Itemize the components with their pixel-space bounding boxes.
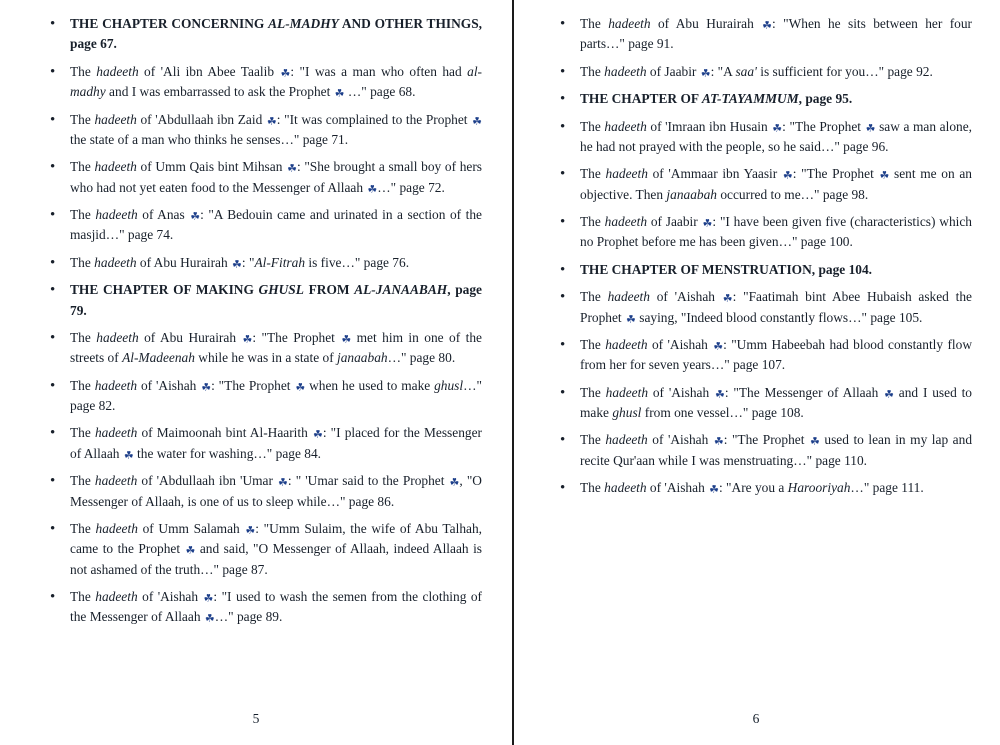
toc-text-run: : "Umm Habeebah had blood constantly flow from her for seven years…" page 107.	[580, 336, 973, 373]
salutation-glyph-icon: ☘	[722, 292, 732, 306]
salutation-glyph-icon: ☘	[762, 19, 772, 32]
toc-text-run: of Maimoonah bint Al-Haarith	[137, 425, 312, 441]
toc-entry[interactable]	[42, 423, 482, 464]
toc-text-run: saw a man alone, he had not prayed with the people, so he said…" page 96.	[580, 118, 973, 154]
toc-text-run: from one vessel…" page 108.	[641, 405, 804, 420]
toc-text-run: …" page 72.	[377, 179, 445, 195]
toc-term-italic: hadeeth	[604, 63, 647, 79]
toc-text-run: : "A Bedouin came and urinated in a section of the masjid…" page 74.	[70, 207, 482, 243]
salutation-glyph-icon: ☘	[266, 114, 276, 128]
toc-term-italic: hadeeth	[604, 214, 648, 229]
toc-chapter-title: THE CHAPTER CONCERNING	[70, 16, 269, 31]
toc-chapter-title: , page 79.	[70, 282, 482, 318]
toc-entry-text	[70, 330, 482, 365]
toc-entry-text	[70, 521, 482, 577]
salutation-glyph-icon: ☘	[232, 257, 241, 271]
toc-entry[interactable]	[552, 89, 972, 109]
toc-term-italic: Al-Madeenah	[122, 350, 195, 366]
toc-text-run: of 'Aishah	[647, 336, 713, 352]
toc-text-run: sent me on an objective. Then	[580, 166, 972, 202]
toc-text-run: The	[580, 63, 605, 79]
toc-text-run: : "The Messenger of Allaah	[724, 384, 884, 400]
toc-text-run: used to lean in my lap and recite Qur'aan while I was menstruating…" page 110.	[580, 432, 973, 468]
toc-text-run: The	[70, 329, 97, 345]
toc-term-italic: hadeeth	[607, 289, 650, 305]
salutation-glyph-icon: ☘	[884, 387, 893, 401]
salutation-glyph-icon: ☘	[879, 169, 889, 183]
toc-text-run: : "Are you a	[718, 480, 788, 496]
toc-chapter-title: THE CHAPTER OF MAKING	[70, 282, 259, 298]
toc-text-run: The	[70, 589, 96, 604]
toc-entry[interactable]	[552, 14, 972, 55]
toc-text-run: : "The Prophet	[782, 118, 865, 134]
toc-text-run: : "It was complained to the Prophet	[276, 111, 472, 127]
toc-text-run: of Jaabir	[647, 214, 702, 229]
toc-text-run: …" page 89.	[214, 609, 283, 625]
toc-text-run: occurred to me…" page 98.	[717, 186, 869, 202]
toc-text-run: …" page 80.	[387, 350, 456, 366]
toc-text-run: of Jaabir	[646, 63, 700, 79]
toc-entry[interactable]	[552, 335, 972, 376]
toc-text-run: : "I have been given five (characteristics) which no Prophet before me has been given…" page 100.	[580, 214, 972, 250]
toc-term-italic: hadeeth	[94, 159, 137, 175]
toc-text-run: The	[70, 520, 96, 536]
toc-text-run: : "The Prophet	[723, 432, 809, 448]
toc-text-run: The	[70, 473, 95, 489]
salutation-glyph-icon: ☘	[367, 182, 377, 196]
toc-text-run: …" page 82.	[70, 377, 482, 413]
toc-term-italic: hadeeth	[605, 166, 648, 182]
toc-term-italic: Al-Fitrah	[254, 254, 306, 270]
toc-text-run: of Abu Hurairah	[650, 16, 762, 31]
toc-entry-text	[70, 207, 482, 242]
toc-entry[interactable]	[552, 212, 972, 253]
toc-chapter-title: THE CHAPTER OF	[580, 91, 702, 107]
salutation-glyph-icon: ☘	[287, 162, 296, 176]
toc-term-italic: hadeeth	[95, 589, 138, 604]
toc-text-run: met him in one of the streets of	[70, 329, 482, 366]
toc-text-run: : "I was a man who often had	[290, 63, 468, 79]
toc-term-italic: hadeeth	[94, 254, 137, 270]
toc-term-italic: hadeeth	[94, 377, 138, 393]
toc-entry-text	[580, 214, 972, 249]
salutation-glyph-icon: ☘	[713, 339, 723, 353]
toc-text-run: The	[580, 432, 606, 448]
toc-text-run: of 'Aishah	[137, 377, 201, 393]
salutation-glyph-icon: ☘	[715, 387, 724, 401]
salutation-glyph-icon: ☘	[312, 428, 322, 442]
salutation-glyph-icon: ☘	[203, 592, 213, 605]
toc-text-run: : "She brought a small boy of hers who had not yet eaten food to the Messenger of Allaah	[70, 159, 482, 195]
toc-text-run: : "Faatimah bint Abee Hubaish asked the Prophet	[580, 289, 972, 325]
salutation-glyph-icon: ☘	[245, 523, 255, 537]
toc-entry-text	[70, 112, 482, 147]
toc-chapter-title: FROM	[303, 282, 355, 298]
toc-chapter-term: AL-MADHY	[268, 16, 339, 31]
toc-text-run: : " 'Umar said to the Prophet	[287, 473, 449, 489]
toc-term-italic: Harooriyah	[787, 480, 851, 496]
toc-text-run: of 'Aishah	[649, 289, 722, 305]
toc-chapter-title: , page 95.	[798, 91, 853, 107]
toc-text-run: The	[70, 111, 95, 127]
page-right	[512, 0, 1000, 745]
toc-list-left	[42, 14, 482, 628]
toc-text-run: : "Umm Sulaim, the wife of Abu Talhah, came to the Prophet	[70, 520, 483, 557]
toc-text-run: The	[580, 166, 606, 182]
toc-text-run: of 'Abdullaah ibn 'Umar	[137, 473, 278, 489]
toc-text-run: : "A	[710, 63, 736, 79]
toc-entry-text	[70, 282, 482, 317]
toc-entry[interactable]	[552, 260, 972, 280]
salutation-glyph-icon: ☘	[713, 435, 723, 449]
toc-text-run: of 'Aishah	[137, 589, 203, 604]
toc-text-run: of 'Aishah	[647, 432, 713, 448]
toc-term-italic: hadeeth	[95, 520, 138, 536]
salutation-glyph-icon: ☘	[772, 121, 782, 135]
toc-text-run: The	[70, 377, 95, 393]
toc-entry[interactable]	[42, 328, 482, 369]
toc-text-run: of Umm Qais bint Mihsan	[136, 159, 287, 175]
salutation-glyph-icon: ☘	[295, 380, 305, 394]
toc-text-run: : "When he sits between her four parts…" page 91.	[580, 16, 972, 52]
page-number-left: 5	[252, 711, 260, 726]
toc-entry[interactable]	[552, 117, 972, 158]
toc-text-run: and said, "O Messenger of Allaah, indeed Allaah is not ashamed of the truth…" page 87.	[70, 541, 482, 577]
toc-entry-text	[580, 91, 852, 106]
toc-text-run: : "I used to wash the semen from the clothing of the Messenger of Allaah	[70, 589, 483, 625]
toc-entry[interactable]	[42, 14, 482, 55]
toc-entry-text	[580, 289, 972, 324]
toc-text-run: The	[70, 425, 95, 441]
toc-entry[interactable]	[42, 587, 482, 628]
toc-text-run: …" page 111.	[850, 480, 924, 496]
toc-text-run: is sufficient for you…" page 92.	[756, 63, 933, 79]
toc-entry-text	[70, 589, 482, 624]
toc-entry-text	[70, 64, 482, 99]
toc-entry[interactable]	[552, 287, 972, 328]
toc-term-italic: hadeeth	[605, 384, 649, 400]
salutation-glyph-icon: ☘	[809, 435, 819, 449]
toc-text-run: The	[70, 159, 95, 175]
toc-entry[interactable]	[42, 519, 482, 580]
toc-text-run: saying, "Indeed blood constantly flows…" page 105.	[635, 309, 923, 325]
toc-entry-text	[580, 337, 972, 372]
toc-term-italic: hadeeth	[605, 432, 648, 448]
salutation-glyph-icon: ☘	[782, 169, 792, 183]
toc-text-run: The	[70, 207, 96, 222]
toc-entry-text	[580, 119, 972, 154]
toc-term-italic: hadeeth	[608, 16, 651, 31]
toc-text-run: : "The Prophet	[211, 377, 295, 393]
toc-text-run: The	[580, 16, 609, 31]
toc-text-run: …" page 68.	[344, 84, 416, 100]
toc-text-run: The	[580, 214, 605, 229]
toc-text-run: and I used to make	[580, 384, 972, 420]
toc-entry[interactable]	[42, 62, 482, 103]
toc-entry-text	[580, 262, 872, 277]
toc-text-run: when he used to make	[305, 377, 435, 393]
salutation-glyph-icon: ☘	[185, 544, 195, 558]
toc-entry[interactable]	[552, 383, 972, 424]
toc-text-run: of 'Aishah	[646, 480, 709, 496]
toc-entry[interactable]	[42, 205, 482, 246]
toc-text-run: of 'Aishah	[648, 384, 714, 400]
toc-text-run: The	[580, 118, 605, 134]
toc-term-italic: ghusl	[434, 377, 464, 393]
toc-text-run: The	[580, 289, 608, 305]
toc-term-italic: hadeeth	[94, 473, 138, 489]
toc-text-run: The	[580, 336, 606, 352]
toc-entry[interactable]	[42, 157, 482, 198]
toc-entry-text	[580, 64, 933, 79]
salutation-glyph-icon: ☘	[865, 121, 875, 135]
toc-entry[interactable]	[42, 471, 482, 512]
toc-text-run: The	[580, 384, 606, 400]
toc-term-italic: hadeeth	[96, 63, 139, 79]
toc-entry[interactable]	[42, 376, 482, 417]
salutation-glyph-icon: ☘	[449, 476, 459, 490]
toc-entry[interactable]	[42, 110, 482, 151]
salutation-glyph-icon: ☘	[700, 66, 710, 80]
toc-text-run: the water for washing…" page 84.	[133, 445, 321, 461]
toc-text-run: The	[70, 254, 95, 270]
salutation-glyph-icon: ☘	[204, 612, 214, 626]
toc-chapter-term: AL-JANAABAH	[354, 282, 448, 298]
toc-text-run: : "The Prophet	[792, 166, 879, 182]
toc-term-italic: hadeeth	[605, 336, 648, 352]
toc-term-italic: hadeeth	[95, 207, 138, 222]
page-number-right: 6	[752, 711, 760, 726]
toc-entry-text	[70, 159, 482, 194]
toc-text-run: of 'Ammaar ibn Yaasir	[647, 166, 782, 182]
toc-term-italic: janaabah	[666, 186, 717, 202]
toc-text-run: and I was embarrassed to ask the Prophet	[105, 84, 334, 100]
salutation-glyph-icon: ☘	[626, 312, 635, 326]
toc-text-run: of 'Abdullaah ibn Zaid	[136, 111, 266, 127]
toc-chapter-title: THE CHAPTER OF MENSTRUATION, page 104.	[580, 261, 873, 277]
toc-entry-text	[580, 16, 972, 51]
salutation-glyph-icon: ☘	[702, 217, 712, 230]
toc-text-run: is five…" page 76.	[305, 254, 410, 270]
toc-term-italic: hadeeth	[96, 329, 139, 345]
toc-list-right	[552, 14, 972, 499]
toc-entry-text	[70, 473, 482, 508]
toc-text-run: : "	[241, 254, 255, 270]
toc-term-italic: hadeeth	[604, 480, 647, 496]
toc-entry-text	[580, 480, 924, 495]
toc-term-italic: saa'	[735, 63, 757, 79]
salutation-glyph-icon: ☘	[190, 210, 200, 223]
toc-text-run: The	[580, 480, 605, 496]
toc-text-run: The	[70, 63, 97, 79]
toc-entry-text	[70, 16, 482, 51]
salutation-glyph-icon: ☘	[201, 380, 211, 394]
toc-term-italic: hadeeth	[604, 118, 647, 134]
toc-chapter-term: GHUSL	[258, 282, 304, 298]
toc-text-run: of Abu Hurairah	[136, 254, 232, 270]
toc-text-run: : "The Prophet	[252, 329, 341, 345]
toc-entry-text	[580, 385, 972, 420]
toc-text-run: : "I placed for the Messenger of Allaah	[70, 425, 483, 461]
toc-entry[interactable]	[552, 62, 972, 82]
toc-text-run: the state of a man who thinks he senses…" page 71.	[70, 131, 349, 147]
toc-entry-text	[580, 432, 972, 467]
salutation-glyph-icon: ☘	[123, 448, 133, 462]
toc-chapter-title: AND OTHER THINGS, page 67.	[70, 16, 482, 52]
toc-entry-text	[580, 166, 972, 201]
toc-entry[interactable]	[552, 430, 972, 471]
toc-text-run: of Abu Hurairah	[138, 329, 242, 345]
toc-text-run: , "O Messenger of Allaah, is one of us to sleep while…" page 86.	[70, 473, 482, 509]
salutation-glyph-icon: ☘	[334, 87, 344, 101]
toc-term-italic: janaabah	[337, 350, 388, 366]
toc-text-run: of Umm Salamah	[137, 520, 245, 536]
toc-entry[interactable]	[552, 164, 972, 205]
toc-text-run: while he was in a state of	[194, 350, 337, 366]
toc-entry-text	[70, 378, 482, 413]
toc-term-italic: ghusl	[612, 405, 642, 420]
toc-entry[interactable]	[42, 253, 482, 273]
toc-entry[interactable]	[42, 280, 482, 321]
salutation-glyph-icon: ☘	[709, 483, 718, 497]
toc-term-italic: al-madhy	[70, 63, 482, 100]
toc-entry-text	[70, 255, 409, 270]
salutation-glyph-icon: ☘	[242, 332, 252, 346]
salutation-glyph-icon: ☘	[341, 332, 351, 346]
salutation-glyph-icon: ☘	[278, 476, 287, 490]
toc-entry-text	[70, 425, 482, 460]
toc-term-italic: hadeeth	[94, 111, 137, 127]
toc-chapter-term: AT-TAYAMMUM	[701, 91, 799, 107]
toc-text-run: of 'Ali ibn Abee Taalib	[138, 63, 280, 79]
toc-entry[interactable]	[552, 478, 972, 498]
toc-text-run: of Anas	[137, 207, 190, 222]
salutation-glyph-icon: ☘	[472, 114, 482, 128]
toc-text-run: of 'Imraan ibn Husain	[646, 118, 772, 134]
toc-term-italic: hadeeth	[94, 425, 138, 441]
salutation-glyph-icon: ☘	[280, 66, 290, 80]
